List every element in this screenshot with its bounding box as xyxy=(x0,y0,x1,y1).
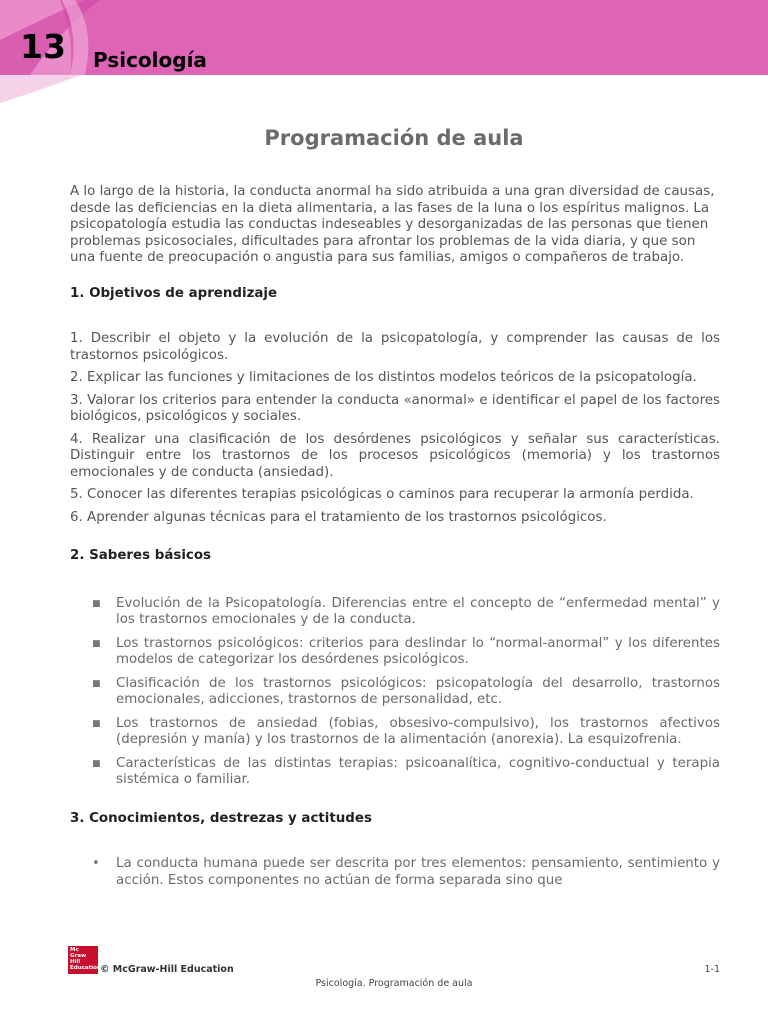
page-header xyxy=(0,0,768,75)
objectives-list xyxy=(70,331,720,526)
list-item: 3. Valorar los criterios para entender la conducta «anormal» e identificar el papel de los factores biológicos, psicológicos y sociales. xyxy=(70,392,720,424)
document-body xyxy=(70,184,720,896)
footer-caption: Psicología. Programación de aula xyxy=(315,978,473,989)
list-item: 4. Realizar una clasificación de los desórdenes psicológicos y señalar sus características. Distinguir entre los trastornos de los procesos psicológicos (memoria) y los trastornos emocionales y de conducta (ansiedad). xyxy=(70,431,720,480)
list-item: • La conducta humana puede ser descrita por tres elementos: pensamiento, sentimiento y acción. Estos componentes no actúan de forma separada sino que xyxy=(92,856,720,888)
list-item: 2. Explicar las funciones y limitaciones de los distintos modelos teóricos de la psicopatología. xyxy=(70,370,697,385)
footer-page-number: 1-1 xyxy=(704,964,720,975)
section-heading-objetivos: 1. Objetivos de aprendizaje xyxy=(70,285,278,301)
list-item: 1. Describir el objeto y la evolución de la psicopatología, y comprender las causas de los trastornos psicológicos. xyxy=(70,331,720,363)
section-heading-saberes: 2. Saberes básicos xyxy=(70,548,212,563)
square-bullet-icon: ■ xyxy=(92,758,101,769)
header-swoosh xyxy=(0,75,140,105)
intro-paragraph: A lo largo de la historia, la conducta anormal ha sido atribuida a una gran diversidad de causas, desde las deficiencias en la dieta alimentaria, a las fases de la luna o los espíritus malignos. La psicopatología estudia las conductas indeseables y desorganizadas de las personas que tienen problemas psicosociales, dificultades para afrontar los problemas de la vida diaria, y que son una fuente de preocupación o angustia para sus familias, amigos o compañeros de trabajo. xyxy=(70,184,715,265)
list-item: ■ Los trastornos de ansiedad (fobias, obsesivo-compulsivo), los trastornos afectivos (depresión y manía) y los trastornos de la alimentación (anorexia). La esquizofrenia. xyxy=(92,715,720,747)
square-bullet-icon: ■ xyxy=(92,718,101,729)
conocimientos-list xyxy=(70,856,720,889)
square-bullet-icon: ■ xyxy=(92,638,101,649)
subject-title: Psicología xyxy=(93,48,207,72)
list-item: 5. Conocer las diferentes terapias psicológicas o caminos para recuperar la armonía perdida. xyxy=(70,487,694,502)
dot-bullet-icon: • xyxy=(92,856,100,871)
square-bullet-icon: ■ xyxy=(92,598,101,609)
square-bullet-icon: ■ xyxy=(92,678,101,689)
list-item: ■ Clasificación de los trastornos psicológicos: psicopatología del desarrollo, trastornos emocionales, adicciones, trastornos de personalidad, etc. xyxy=(92,675,720,707)
list-item: 6. Aprender algunas técnicas para el tratamiento de los trastornos psicológicos. xyxy=(70,509,607,525)
section-heading-conocimientos: 3. Conocimientos, destrezas y actitudes xyxy=(70,810,372,826)
page-title: Programación de aula xyxy=(264,126,524,150)
list-item: ■ Evolución de la Psicopatología. Diferencias entre el concepto de “enfermedad mental” y los trastornos emocionales y de la conducta. xyxy=(92,595,720,627)
chapter-number: 13 xyxy=(20,27,66,66)
footer-copyright: © McGraw-Hill Education xyxy=(100,964,234,975)
publisher-logo: Mc Graw Hill Education xyxy=(68,946,98,974)
saberes-list xyxy=(70,596,720,789)
list-item: ■ Los trastornos psicológicos: criterios para deslindar lo “normal-anormal” y los diferentes modelos de categorizar los desórdenes psicológicos. xyxy=(92,635,720,667)
list-item: ■ Características de las distintas terapias: psicoanalítica, cognitivo-conductual y terapia sistémica o familiar. xyxy=(92,755,720,787)
